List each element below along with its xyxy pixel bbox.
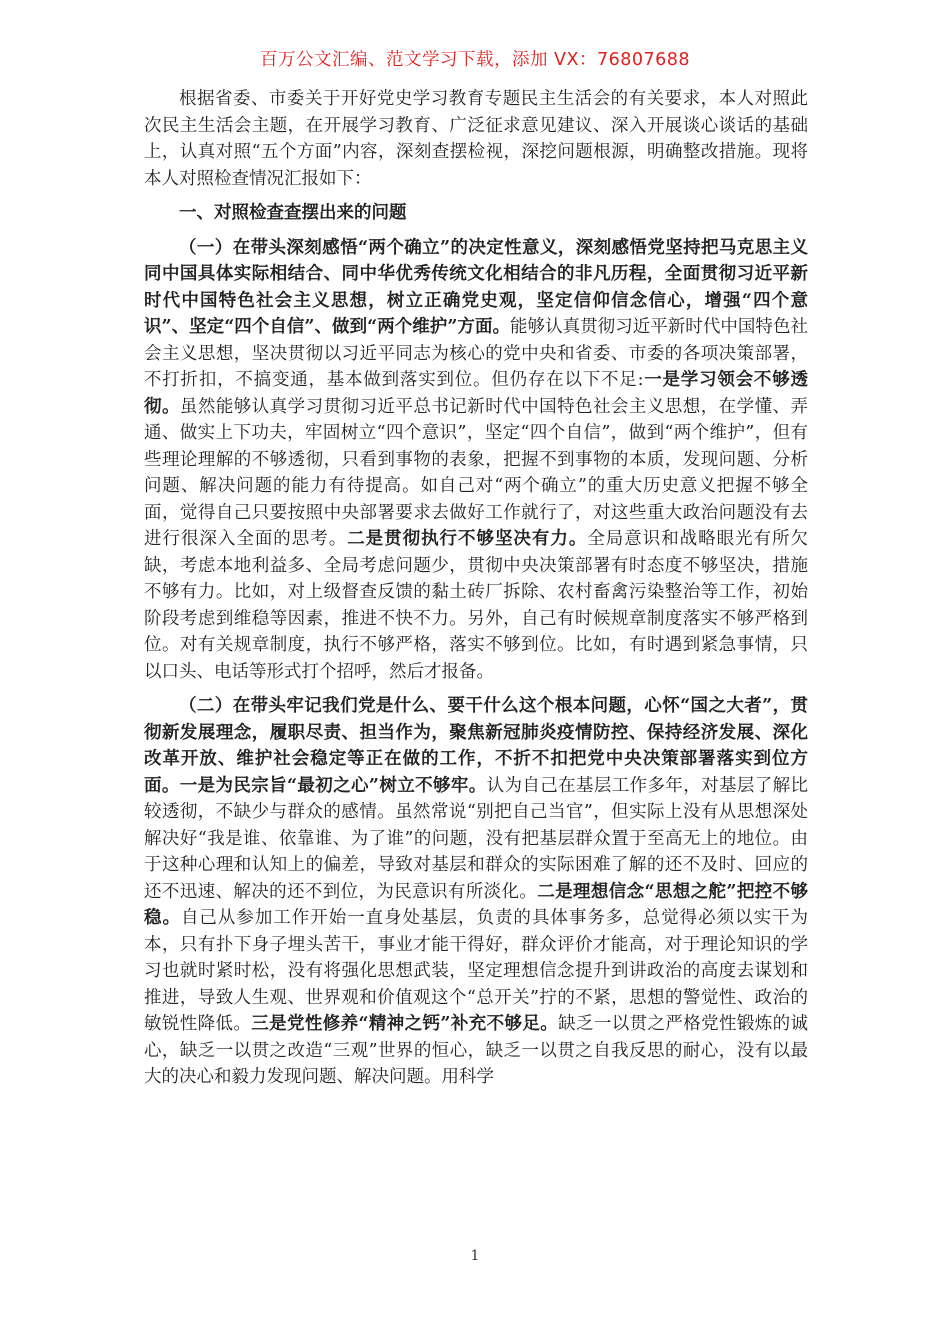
section-1-point-1: 一是学习领会不够透彻。 [144,370,808,417]
section-2-text-3: 缺乏一以贯之严格党性锻炼的诚心，缺乏一以贯之改造“三观”世界的恒心，缺乏一以贯之自我反思的耐心，没有以最大的决心和毅力发现问题、解决问题。用科学 [144,1014,808,1087]
section-2-point-3: 三是党性修养“精神之钙”补充不够足。 [251,1014,559,1034]
section-1-text-1: 能够认真贯彻习近平新时代中国特色社会主义思想，坚决贯彻以习近平同志为核心的党中央和省委、市委的各项决策部署，不打折扣，不搞变通，基本做到落实到位。但仍存在以下不足: [144,317,808,390]
section-2-text-1: 认为自己在基层工作多年，对基层了解比较透彻，不缺少与群众的感情。虽然常说“别把自己当官”，但实际上没有从思想深处解决好“我是谁、依靠谁、为了谁”的问题，没有把基层群众置于至高无上的地位。由于这种心理和认知上的偏差，导致对基层和群众的实际困难了解的还不及时、回应的还不迅速、解决的还不到位，为民意识有所淡化。 [144,775,808,902]
section-1-text-2: 虽然能够认真学习贯彻习近平总书记新时代中国特色社会主义思想，在学懂、弄通、做实上下功夫，牢固树立“四个意识”，坚定“四个自信”，做到“两个维护”，但有些理论理解的不够透彻，只看到事物的表象，把握不到事物的本质，发现问题、分析问题、解决问题的能力有待提高。如自己对“两个确立”的重大历史意义把握不够全面，觉得自己只要按照中央部署要求去做好工作就行了，对这些重大政治问题没有去进行很深入全面的思考。 [144,396,809,549]
header-banner: 百万公文汇编、范文学习下载，添加 VX：76807688 [259,50,691,70]
intro-paragraph: 根据省委、市委关于开好党史学习教育专题民主生活会的有关要求，本人对照此次民主生活会主题，在开展学习教育、广泛征求意见建议、深入开展谈心谈话的基础上，认真对照“五个方面”内容，深刻查摆检视，深挖问题根源，明确整改措施。现将本人对照检查情况汇报如下： [144,89,808,189]
document-body [144,86,808,1099]
section-1-point-2: 二是贯彻执行不够坚决有力。 [347,529,588,549]
section-2-point-2: 二是理想信念“思想之舵”把控不够稳。 [144,881,808,928]
section-2-paragraph [144,693,808,1091]
section-heading: 一、对照检查查摆出来的问题 [179,203,407,223]
section-2-title: （二）在带头牢记我们党是什么、要干什么这个根本问题，心怀“国之大者”，贯彻新发展理念，履职尽责、担当作为，聚焦新冠肺炎疫情防控、保持经济发展、深化改革开放、维护社会稳定等正在做的工作，不折不扣把党中央决策部署落实到位方面。 [144,696,808,796]
page-number: 1 [470,1248,480,1264]
section-1-paragraph [144,235,808,686]
section-2-text-2: 自己从参加工作开始一直身处基层，负责的具体事务多，总觉得必须以实干为本，只有扑下身子埋头苦干，事业才能干得好，群众评价才能高，对于理论知识的学习也就时紧时松，没有将强化思想武装，坚定理想信念提升到讲政治的高度去谋划和推进，导致人生观、世界观和价值观这个“总开关”拧的不紧，思想的警觉性、政治的敏锐性降低。 [144,908,809,1034]
section-1-text-3: 全局意识和战略眼光有所欠缺，考虑本地利益多、全局考虑问题少，贯彻中央决策部署有时态度不够坚决，措施不够有力。比如，对上级督查反馈的黏土砖厂拆除、农村畜禽污染整治等工作，初始阶段考虑到维稳等因素，推进不快不力。另外，自己有时候规章制度落实不够严格到位。对有关规章制度，执行不够严格，落实不够到位。比如，有时遇到紧急事情，只以口头、电话等形式打个招呼，然后才报备。 [144,529,809,682]
section-1-title: （一）在带头深刻感悟“两个确立”的决定性意义，深刻感悟党坚持把马克思主义同中国具体实际相结合、同中华优秀传统文化相结合的非凡历程，全面贯彻习近平新时代中国特色社会主义思想，树立正确党史观，坚定信仰信念信心，增强“四个意识”、坚定“四个自信”、做到“两个维护”方面。 [144,237,808,337]
section-2-point-1: 一是为民宗旨“最初之心”树立不够牢。 [179,775,487,796]
